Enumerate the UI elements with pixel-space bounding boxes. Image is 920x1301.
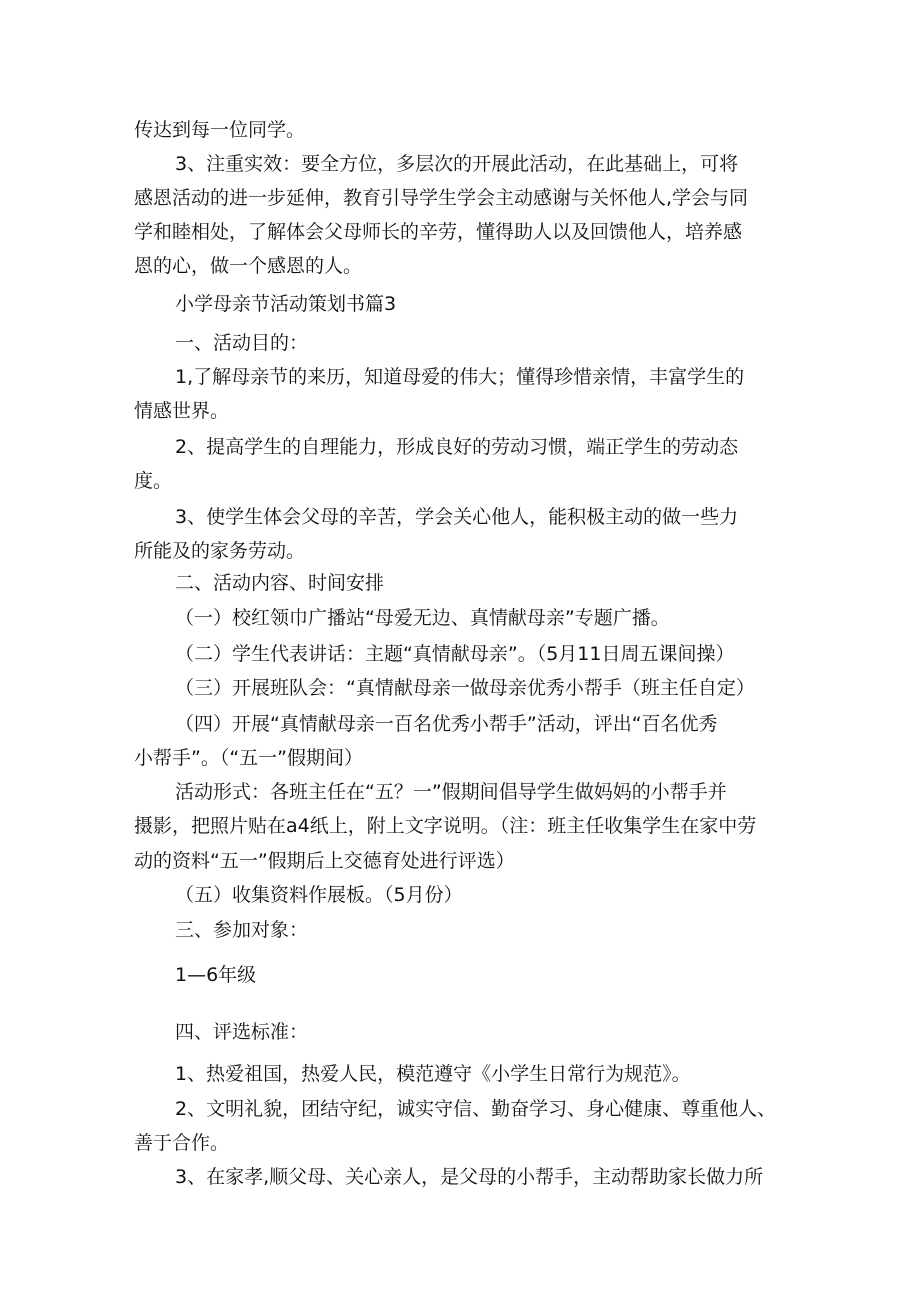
text-line: 动的资料“五一”假期后上交德育处进行评选）	[134, 850, 515, 872]
text-line: 度。	[134, 470, 173, 492]
text-line: 1—6年级	[175, 964, 257, 986]
text-line: （三）开展班队会：“真情献母亲一做母亲优秀小帮手（班主任自定）	[175, 677, 755, 699]
text-line: 1、热爱祖国，热爱人民，模范遵守《小学生日常行为规范》。	[175, 1063, 691, 1085]
text-line: 一、活动目的：	[175, 332, 309, 354]
section-heading: 小学母亲节活动策划书篇3	[175, 293, 397, 315]
text-line: 三、参加对象：	[175, 919, 309, 941]
text-line: 二、活动内容、时间安排	[175, 572, 385, 594]
text-line: 感恩活动的进一步延伸，教育引导学生学会主动感谢与关怀他人,学会与同	[134, 187, 749, 209]
text-line: 2、文明礼貌，团结守纪，诚实守信、勤奋学习、身心健康、尊重他人、	[175, 1098, 777, 1120]
text-line: 小帮手”。（“五一”假期间）	[134, 747, 364, 769]
text-line: （二）学生代表讲话：主题“真情献母亲”。（5月11日周五课间操）	[175, 643, 735, 665]
text-line: 情感世界。	[134, 400, 230, 422]
text-line: 四、评选标准：	[175, 1021, 309, 1043]
text-line: 3、注重实效：要全方位，多层次的开展此活动，在此基础上，可将	[175, 153, 739, 175]
text-line: 善于合作。	[134, 1132, 230, 1154]
text-line: 活动形式：各班主任在“五？一”假期间倡导学生做妈妈的小帮手并	[175, 781, 727, 803]
text-line: 3、使学生体会父母的辛苦，学会关心他人，能积极主动的做一些力	[175, 506, 739, 528]
text-line: （四）开展“真情献母亲一百名优秀小帮手”活动，评出“百名优秀	[175, 713, 718, 735]
text-line: 摄影，把照片贴在a4纸上，附上文字说明。（注：班主任收集学生在家中劳	[134, 815, 757, 837]
text-line: 传达到每一位同学。	[134, 119, 306, 141]
text-line: （一）校红领巾广播站“母爱无边、真情献母亲”专题广播。	[175, 607, 670, 629]
text-line: 恩的心，做一个感恩的人。	[134, 255, 363, 277]
text-line: 1,了解母亲节的来历，知道母爱的伟大；懂得珍惜亲情，丰富学生的	[175, 366, 745, 388]
text-line: 3、在家孝,顺父母、关心亲人，是父母的小帮手，主动帮助家长做力所	[175, 1166, 764, 1188]
text-line: 所能及的家务劳动。	[134, 540, 306, 562]
text-line: 学和睦相处，了解体会父母师长的辛劳，懂得助人以及回馈他人，培养感	[134, 221, 743, 243]
text-line: （五）收集资料作展板。（5月份）	[175, 884, 463, 906]
text-line: 2、提高学生的自理能力，形成良好的劳动习惯，端正学生的劳动态	[175, 436, 739, 458]
